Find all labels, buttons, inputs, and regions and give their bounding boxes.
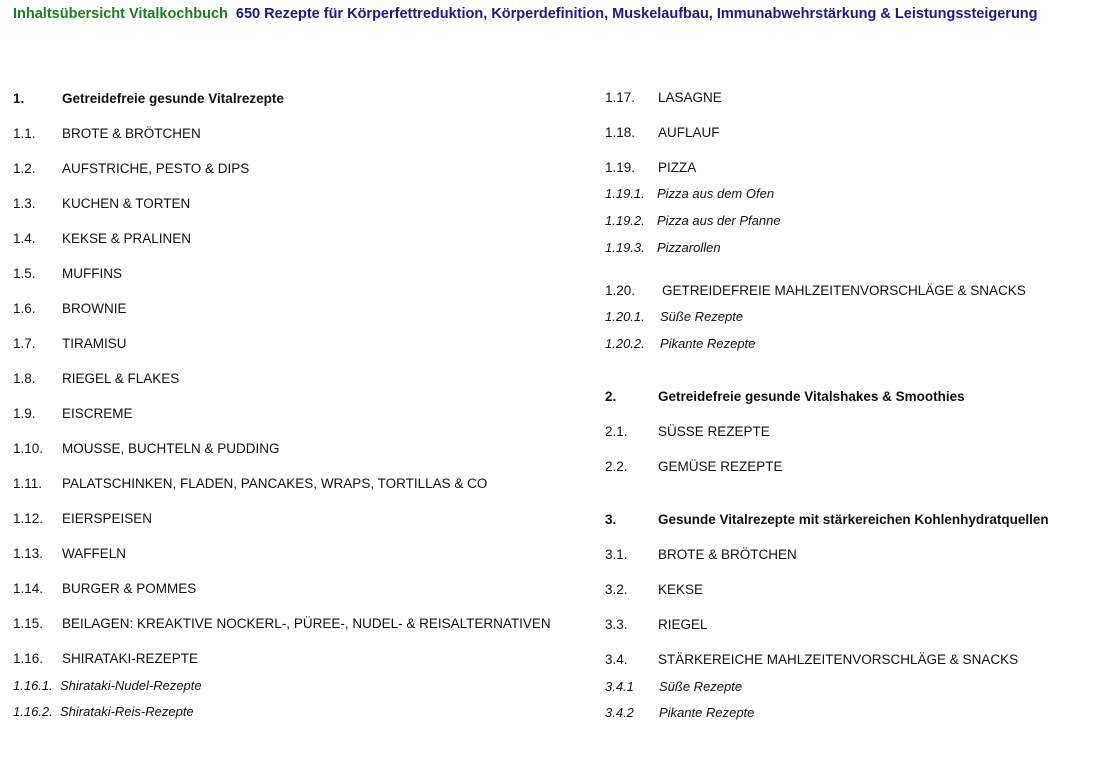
toc-entry (605, 335, 756, 353)
toc-entry-label: AUFLAUF (658, 125, 720, 140)
toc-entry-label: Shirataki-Reis-Rezepte (60, 704, 194, 719)
toc-entry-label: MUFFINS (62, 266, 122, 281)
toc-entry-label: Süße Rezepte (659, 679, 743, 694)
toc-entry (13, 475, 488, 493)
toc-entry-label: WAFFELN (62, 546, 126, 561)
toc-entry-label: Getreidefreie gesunde Vitalrezepte (62, 91, 284, 106)
toc-entry-number: 1.19.1. (605, 186, 645, 201)
toc-entry-number: 1.13. (13, 546, 44, 561)
toc-entry (605, 511, 1049, 529)
toc-entry-number: 3.1. (605, 547, 628, 562)
toc-entry-label: TIRAMISU (62, 336, 127, 351)
toc-entry (13, 510, 153, 528)
toc-entry-label: PALATSCHINKEN, FLADEN, PANCAKES, WRAPS, TORTILLAS & CO (62, 476, 488, 491)
document-subtitle: 650 Rezepte für Körperfettreduktion, Körperdefinition, Muskelaufbau, Immunabwehrstärkung & Leistungssteigerung (235, 6, 1038, 22)
toc-entry-number: 1.10. (13, 441, 44, 456)
toc-entry-number: 2. (605, 389, 617, 404)
toc-entry-number: 3.4. (605, 652, 628, 667)
toc-entry (13, 300, 127, 318)
toc-entry-number: 3.3. (605, 617, 628, 632)
toc-entry-number: 1.4. (13, 231, 36, 246)
toc-entry-label: Pizzarollen (657, 240, 721, 255)
toc-entry-number: 1.9. (13, 406, 36, 421)
toc-entry (13, 615, 551, 633)
toc-entry-label: BEILAGEN: KREAKTIVE NOCKERL-, PÜREE-, NUDEL- & REISALTERNATIVEN (62, 616, 551, 631)
toc-entry (605, 89, 722, 107)
toc-entry (13, 677, 202, 695)
toc-entry-label: GETREIDEFREIE MAHLZEITENVORSCHLÄGE & SNACKS (662, 283, 1026, 298)
toc-entry-label: STÄRKEREICHE MAHLZEITENVORSCHLÄGE & SNACKS (658, 652, 1019, 667)
toc-entry (13, 160, 250, 178)
toc-entry-number: 1.3. (13, 196, 36, 211)
toc-entry (13, 405, 133, 423)
toc-entry-number: 3.4.1 (605, 679, 634, 694)
toc-entry-number: 1.2. (13, 161, 36, 176)
toc-entry-number: 2.2. (605, 459, 628, 474)
toc-entry (13, 440, 280, 458)
toc-entry-label: KEKSE & PRALINEN (62, 231, 192, 246)
toc-entry-label: Pikante Rezepte (659, 705, 755, 720)
toc-entry (13, 580, 197, 598)
toc-entry-number: 1.6. (13, 301, 36, 316)
toc-entry (605, 185, 775, 203)
toc-entry-number: 1.20.1. (605, 309, 645, 324)
toc-entry-label: Pizza aus dem Ofen (657, 186, 775, 201)
toc-entry (13, 125, 201, 143)
toc-entry (605, 704, 755, 722)
toc-entry-number: 1.16.2. (13, 704, 53, 719)
document-title: Inhaltsübersicht Vitalkochbuch (13, 6, 228, 22)
toc-entry (13, 335, 127, 353)
toc-entry-number: 1. (13, 91, 25, 106)
toc-entry-label: SÜSSE REZEPTE (658, 424, 770, 439)
toc-entry-label: LASAGNE (658, 90, 722, 105)
toc-entry (13, 703, 194, 721)
toc-entry-number: 3. (605, 512, 617, 527)
toc-entry-number: 1.17. (605, 90, 636, 105)
toc-entry-number: 1.20. (605, 283, 636, 298)
toc-entry (605, 546, 797, 564)
toc-entry (605, 282, 1026, 300)
toc-entry-number: 1.16. (13, 651, 44, 666)
toc-entry (605, 616, 708, 634)
toc-entry-label: GEMÜSE REZEPTE (658, 459, 783, 474)
toc-entry-number: 1.19.2. (605, 213, 645, 228)
toc-entry (605, 581, 704, 599)
toc-entry-label: BROTE & BRÖTCHEN (658, 547, 797, 562)
toc-entry-label: Getreidefreie gesunde Vitalshakes & Smoothies (658, 389, 965, 404)
toc-entry-label: Gesunde Vitalrezepte mit stärkereichen Kohlenhydratquellen (658, 512, 1049, 527)
toc-entry (13, 230, 192, 248)
toc-entry-number: 1.16.1. (13, 678, 53, 693)
toc-entry-label: AUFSTRICHE, PESTO & DIPS (62, 161, 250, 176)
toc-entry-number: 1.11. (13, 476, 43, 491)
toc-entry-number: 1.14. (13, 581, 44, 596)
toc-entry-number: 1.1. (13, 126, 36, 141)
toc-entry (605, 651, 1019, 669)
toc-entry-label: KEKSE (658, 582, 704, 597)
toc-entry-label: EISCREME (62, 406, 133, 421)
toc-entry (605, 308, 744, 326)
toc-entry (605, 212, 781, 230)
toc-entry-label: MOUSSE, BUCHTELN & PUDDING (62, 441, 280, 456)
toc-entry (13, 265, 122, 283)
page-header (13, 6, 1038, 22)
toc-entry-label: BROWNIE (62, 301, 127, 316)
toc-entry-number: 3.4.2 (605, 705, 634, 720)
toc-entry-label: Pikante Rezepte (660, 336, 756, 351)
toc-entry-number: 2.1. (605, 424, 628, 439)
toc-entry-label: Süße Rezepte (660, 309, 744, 324)
toc-entry-number: 1.15. (13, 616, 44, 631)
toc-entry-label: BURGER & POMMES (62, 581, 197, 596)
toc-entry-number: 1.18. (605, 125, 636, 140)
toc-entry-label: KUCHEN & TORTEN (62, 196, 191, 211)
toc-entry-label: Pizza aus der Pfanne (657, 213, 781, 228)
toc-entry (605, 159, 697, 177)
toc-entry-number: 1.19.3. (605, 240, 645, 255)
toc-entry (13, 545, 126, 563)
toc-entry-label: SHIRATAKI-REZEPTE (62, 651, 199, 666)
toc-entry (605, 423, 770, 441)
toc-entry (605, 239, 721, 257)
toc-entry (605, 678, 743, 696)
toc-entry (605, 458, 783, 476)
toc-entry-number: 1.20.2. (605, 336, 645, 351)
toc-entry (605, 388, 965, 406)
toc-entry-number: 1.5. (13, 266, 36, 281)
toc-entry-number: 3.2. (605, 582, 628, 597)
toc-entry (13, 195, 191, 213)
toc-entry-number: 1.19. (605, 160, 636, 175)
toc-entry-label: RIEGEL (658, 617, 708, 632)
toc-entry-label: BROTE & BRÖTCHEN (62, 126, 201, 141)
toc-entry-label: PIZZA (658, 160, 697, 175)
toc-entry-label: RIEGEL & FLAKES (62, 371, 180, 386)
toc-entry (13, 90, 284, 108)
toc-entry (13, 650, 199, 668)
toc-entry-label: EIERSPEISEN (62, 511, 153, 526)
toc-entry-number: 1.8. (13, 371, 36, 386)
toc-entry-number: 1.7. (13, 336, 36, 351)
toc-entry (13, 370, 180, 388)
toc-entry-label: Shirataki-Nudel-Rezepte (60, 678, 202, 693)
toc-entry-number: 1.12. (13, 511, 44, 526)
toc-entry (605, 124, 720, 142)
